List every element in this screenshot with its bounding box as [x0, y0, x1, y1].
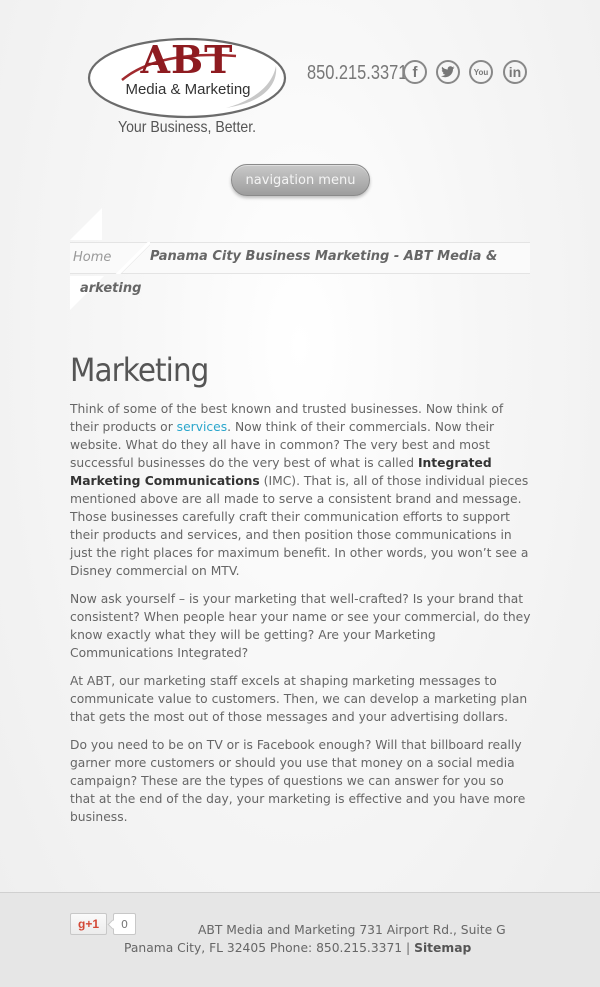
breadcrumb — [70, 208, 530, 312]
twitter-bird-icon — [441, 66, 455, 78]
breadcrumb-separator — [114, 242, 150, 274]
facebook-icon[interactable] — [403, 60, 427, 84]
google-plus-button[interactable]: g+1 — [70, 913, 107, 935]
logo-brand: ABT — [140, 37, 234, 82]
logo-subtitle: Media & Marketing — [125, 81, 251, 98]
page-title: Marketing — [70, 351, 209, 389]
footer-contact-text: Panama City, FL 32405 Phone: 850.215.3371 | — [124, 941, 415, 955]
logo-tagline: Your Business, Better. — [118, 119, 257, 136]
navigation-menu-button[interactable]: navigation menu — [231, 164, 370, 196]
breadcrumb-current: Panama City Business Marketing - ABT Media & — [150, 249, 498, 264]
breadcrumb-decoration-top — [70, 208, 102, 240]
main-content — [70, 350, 532, 836]
youtube-glyph: You — [473, 67, 489, 77]
breadcrumb-current-continued: arketing — [80, 281, 142, 296]
site-header — [0, 0, 600, 150]
facebook-glyph: f — [412, 63, 418, 81]
paragraph-intro-text3: (IMC). That is, all of those individual pieces mentioned above are all made to serve a consistent brand and message. Those businesses carefully craft their communication efforts to support their products and services, and then position those communications in just the right places for maximum benefit. In other words, you won’t see a Disney commercial on MTV. — [70, 474, 529, 578]
paragraph-ask-yourself: Now ask yourself – is your marketing that well-crafted? Is your brand that consistent? When people hear your name or see your commercial, do they know exactly what they will be getting? Are your Marketing Communications Integrated? — [70, 592, 531, 660]
services-link[interactable]: services — [176, 420, 228, 434]
imc-highlight: Integrated Marketing Communications — [70, 456, 492, 488]
google-plus-count: 0 — [113, 913, 136, 935]
paragraph-intro-text2: . Now think of their commercials. Now their website. What do they all have in common? The very best and most successful businesses do the very best of what is called — [70, 420, 495, 470]
sitemap-link[interactable]: Sitemap — [414, 941, 472, 955]
footer-contact — [124, 941, 471, 955]
paragraph-intro — [70, 400, 532, 580]
footer-address: ABT Media and Marketing 731 Airport Rd., Suite G — [198, 923, 506, 937]
breadcrumb-home-link[interactable]: Home — [73, 250, 112, 265]
site-footer — [0, 892, 600, 987]
paragraph-tv-facebook: Do you need to be on TV or is Facebook enough? Will that billboard really garner more customers or should you use that money on a social media campaign? These are the types of questions we can answer for you so that at the end of the day, your marketing is effective and you have more business. — [70, 738, 526, 824]
paragraph-at-abt: At ABT, our marketing staff excels at shaping marketing messages to communicate value to customers. Then, we can develop a marketing plan that gets the most out of those messages and your advertising dollars. — [70, 674, 528, 724]
youtube-icon[interactable] — [469, 60, 493, 84]
paragraph-intro-text1: Think of some of the best known and trusted businesses. Now think of their products or — [70, 402, 504, 434]
linkedin-icon[interactable] — [503, 60, 527, 84]
header-phone[interactable]: 850.215.3371 — [307, 62, 408, 84]
twitter-icon[interactable] — [436, 60, 460, 84]
linkedin-glyph: in — [508, 64, 522, 80]
